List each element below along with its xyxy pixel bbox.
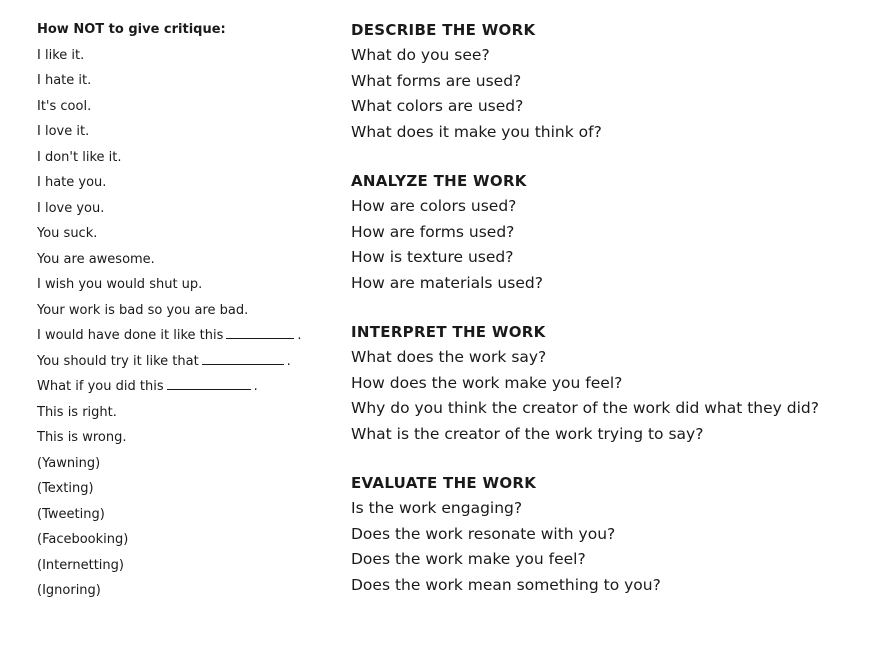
bad-critique-item: [37, 48, 337, 74]
bad-critique-item: [37, 430, 337, 456]
how-not-heading: How NOT to give critique:: [37, 22, 226, 37]
bad-critique-item: [37, 252, 337, 278]
bad-critique-text: What if you did this: [37, 379, 164, 395]
bad-critique-text: You suck.: [37, 226, 98, 242]
bad-critique-text: (Ignoring): [37, 583, 101, 599]
bad-critique-text: I would have done it like this: [37, 328, 224, 344]
interpret-section: [351, 322, 871, 449]
bad-critique-item: [37, 328, 337, 354]
question-item: Why do you think the creator of the work did what they did?: [351, 399, 819, 417]
bad-critique-text: This is wrong.: [37, 430, 127, 446]
bad-critique-text: You are awesome.: [37, 251, 155, 267]
fill-in-blank-line: [202, 363, 284, 365]
bad-critique-text: I don't like it.: [37, 149, 122, 165]
bad-critique-item: [37, 354, 337, 380]
question-item: Does the work mean something to you?: [351, 575, 661, 594]
bad-critique-text: I love you.: [37, 200, 105, 216]
question-item: Is the work engaging?: [351, 499, 523, 517]
critique-method-column: [351, 20, 871, 624]
bad-critique-list: [37, 48, 337, 609]
how-not-to-critique-column: [37, 22, 337, 609]
question-item: Does the work resonate with you?: [351, 524, 616, 543]
bad-critique-text: (Internetting): [37, 557, 124, 573]
question-item: How are forms used?: [351, 222, 515, 241]
bad-critique-text: (Texting): [37, 481, 94, 497]
bad-critique-item: [37, 405, 337, 431]
bad-critique-item: [37, 201, 337, 227]
bad-critique-text: (Yawning): [37, 455, 101, 471]
bad-critique-suffix: .: [286, 353, 291, 369]
question-item: What is the creator of the work trying to say?: [351, 424, 704, 443]
fill-in-blank-line: [167, 388, 251, 390]
question-item: How is texture used?: [351, 248, 514, 266]
question-item: Does the work make you feel?: [351, 550, 586, 568]
bad-critique-item: [37, 583, 337, 609]
bad-critique-text: It's cool.: [37, 98, 92, 114]
bad-critique-item: [37, 303, 337, 329]
bad-critique-item: [37, 558, 337, 584]
bad-critique-text: I like it.: [37, 47, 85, 63]
bad-critique-item: [37, 175, 337, 201]
bad-critique-item: [37, 507, 337, 533]
bad-critique-text: I wish you would shut up.: [37, 277, 203, 293]
analyze-heading: ANALYZE THE WORK: [351, 172, 527, 190]
question-item: What do you see?: [351, 46, 490, 64]
bad-critique-suffix: .: [297, 328, 302, 344]
bad-critique-text: This is right.: [37, 404, 117, 420]
describe-section: [351, 20, 871, 147]
bad-critique-text: You should try it like that: [37, 353, 199, 369]
question-item: What forms are used?: [351, 71, 522, 90]
bad-critique-item: [37, 379, 337, 405]
bad-critique-item: [37, 124, 337, 150]
bad-critique-item: [37, 73, 337, 99]
bad-critique-suffix: .: [253, 379, 258, 395]
question-item: How does the work make you feel?: [351, 373, 623, 392]
fill-in-blank-line: [226, 337, 294, 339]
interpret-heading: INTERPRET THE WORK: [351, 323, 546, 341]
bad-critique-item: [37, 456, 337, 482]
question-item: What colors are used?: [351, 97, 524, 115]
bad-critique-text: Your work is bad so you are bad.: [37, 302, 249, 318]
bad-critique-text: I hate you.: [37, 175, 107, 191]
question-item: How are materials used?: [351, 273, 543, 292]
bad-critique-text: (Tweeting): [37, 506, 105, 522]
bad-critique-item: [37, 277, 337, 303]
bad-critique-item: [37, 150, 337, 176]
bad-critique-item: [37, 226, 337, 252]
bad-critique-text: I hate it.: [37, 73, 92, 89]
evaluate-heading: EVALUATE THE WORK: [351, 474, 537, 492]
bad-critique-text: I love it.: [37, 124, 90, 140]
bad-critique-text: (Facebooking): [37, 532, 129, 548]
question-item: What does it make you think of?: [351, 122, 602, 141]
bad-critique-item: [37, 99, 337, 125]
analyze-section: [351, 171, 871, 298]
question-item: How are colors used?: [351, 197, 517, 215]
evaluate-section: [351, 473, 871, 600]
question-item: What does the work say?: [351, 348, 547, 366]
bad-critique-item: [37, 532, 337, 558]
describe-heading: DESCRIBE THE WORK: [351, 21, 536, 39]
bad-critique-item: [37, 481, 337, 507]
